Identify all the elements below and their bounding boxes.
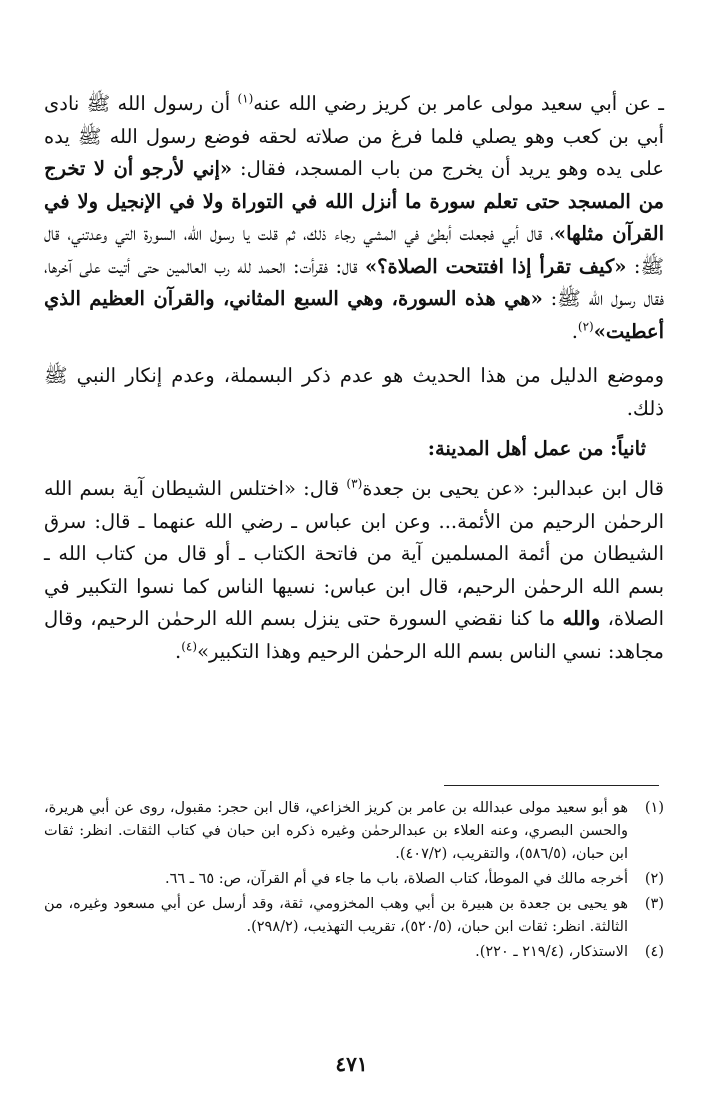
footnote: [44, 941, 664, 964]
p3-bold-word: والله: [562, 607, 601, 630]
footnote-text: الاستذكار، (٢١٩/٤ ـ ٢٢٠).: [475, 944, 628, 960]
section-heading: ثانياً: من عمل أهل المدينة:: [427, 437, 646, 460]
evidence-paragraph: وموضع الدليل من هذا الحديث هو عدم ذكر البسملة، وعدم إنكار النبي ﷺ ذلك.: [44, 364, 664, 420]
footnote: [44, 868, 664, 891]
p1-text-d: ، قال أبي فجعلت أبطئ في المشي رجاء ذلك، ثم قلت يا رسول الله، السورة التي وعدتني، قال ﷺ:: [44, 222, 664, 278]
p1-bold-quote-3: «هي هذه السورة، وهي السبع المثاني، والقرآن العظيم الذي أعطيت»: [44, 287, 664, 343]
footnote-ref-1[interactable]: (١): [237, 91, 254, 106]
p1-bold-quote-1: «إني لأرجو أن لا تخرج من المسجد حتى تعلم سورة ما أنزل الله في التوراة ولا في الإنجيل ولا في القرآن مثلها»: [44, 157, 664, 245]
p3-text-d: ما كنا نقضي السورة حتى ينزل بسم الله الرحمٰن الرحيم، وقال مجاهد: نسي الناس بسم الله الرحمٰن الرحيم وهذا التكبير»: [44, 607, 664, 663]
p3-text-b: قال: «اختلس الشيطان آية بسم الله الرحمٰن الرحيم من الأئمة... وعن ابن عباس ـ رضي الله عنهما ـ قال: سرق الشيطان من أئمة المسلمين آية من فاتحة الكتاب ـ أو قال من كتاب الله ـ بسم الله الرحمٰن الرحيم، قال ابن عباس: نسيها الناس كما نسوا التكبير في الصلاة،: [44, 477, 664, 630]
footnote-text: أخرجه مالك في الموطأ، كتاب الصلاة، باب ما جاء في أم القرآن، ص: ٦٥ ـ ٦٦.: [164, 871, 628, 887]
footnote-text: هو أبو سعيد مولى عبدالله بن عامر بن كريز الخزاعي، قال ابن حجر: مقبول، روى عن أبي هريرة، والحسن البصري، وعنه العلاء بن عبدالرحمٰن وغيره ذكره ابن حبان في كتاب الثقات. انظر: ثقات ابن حبان، (٥٨٦/٥)، والتقريب، (٤٠٧/٢).: [44, 800, 628, 862]
ibn-abdulbarr-paragraph: [44, 473, 664, 668]
page-number: ٤٧١: [335, 1052, 368, 1076]
footnote: [44, 797, 664, 866]
footnotes: [44, 797, 664, 966]
footnote-number: (١): [644, 800, 664, 816]
footnote-ref-4[interactable]: (٤): [181, 639, 198, 653]
p1-text-h: .: [571, 319, 578, 343]
footnote-number: (٤): [644, 944, 664, 960]
p1-text-a: ـ عن أبي سعيد مولى عامر بن كريز رضي الله عنه: [253, 92, 664, 115]
footnote-text: هو يحيى بن جعدة بن هبيرة بن أبي وهب المخزومي، ثقة، وقد أرسل عن أبي مسعود وغيره، من الثالثة. انظر: ثقات ابن حبان، (٥٢٠/٥)، تقريب التهذيب، (٢٩٨/٢).: [44, 896, 628, 935]
p3-text-a: قال ابن عبدالبر: «عن يحيى بن جعدة: [362, 477, 664, 500]
main-text: [44, 88, 664, 668]
footnote-number: (٣): [644, 896, 664, 912]
footnote-number: (٢): [644, 871, 664, 887]
p1-text-b: أن رسول الله ﷺ نادى أبي بن كعب وهو يصلي فلما فرغ من صلاته لحقه فوضع رسول الله ﷺ يده على يده وهو يريد أن يخرج من باب المسجد، فقال:: [44, 92, 664, 180]
p3-text-e: .: [175, 639, 182, 663]
p1-text-f: قال: فقرأت: الحمد لله رب العالمين حتى أتيت على آخرها، فقال رسول الله ﷺ:: [44, 254, 664, 310]
footnote: [44, 893, 664, 939]
hadith-paragraph: [44, 88, 664, 348]
footnote-ref-3[interactable]: (٣): [346, 476, 363, 491]
p1-bold-quote-2: «كيف تقرأ إذا افتتحت الصلاة؟»: [364, 254, 627, 278]
footnote-divider: [444, 785, 659, 786]
footnote-ref-2[interactable]: (٢): [577, 319, 594, 333]
